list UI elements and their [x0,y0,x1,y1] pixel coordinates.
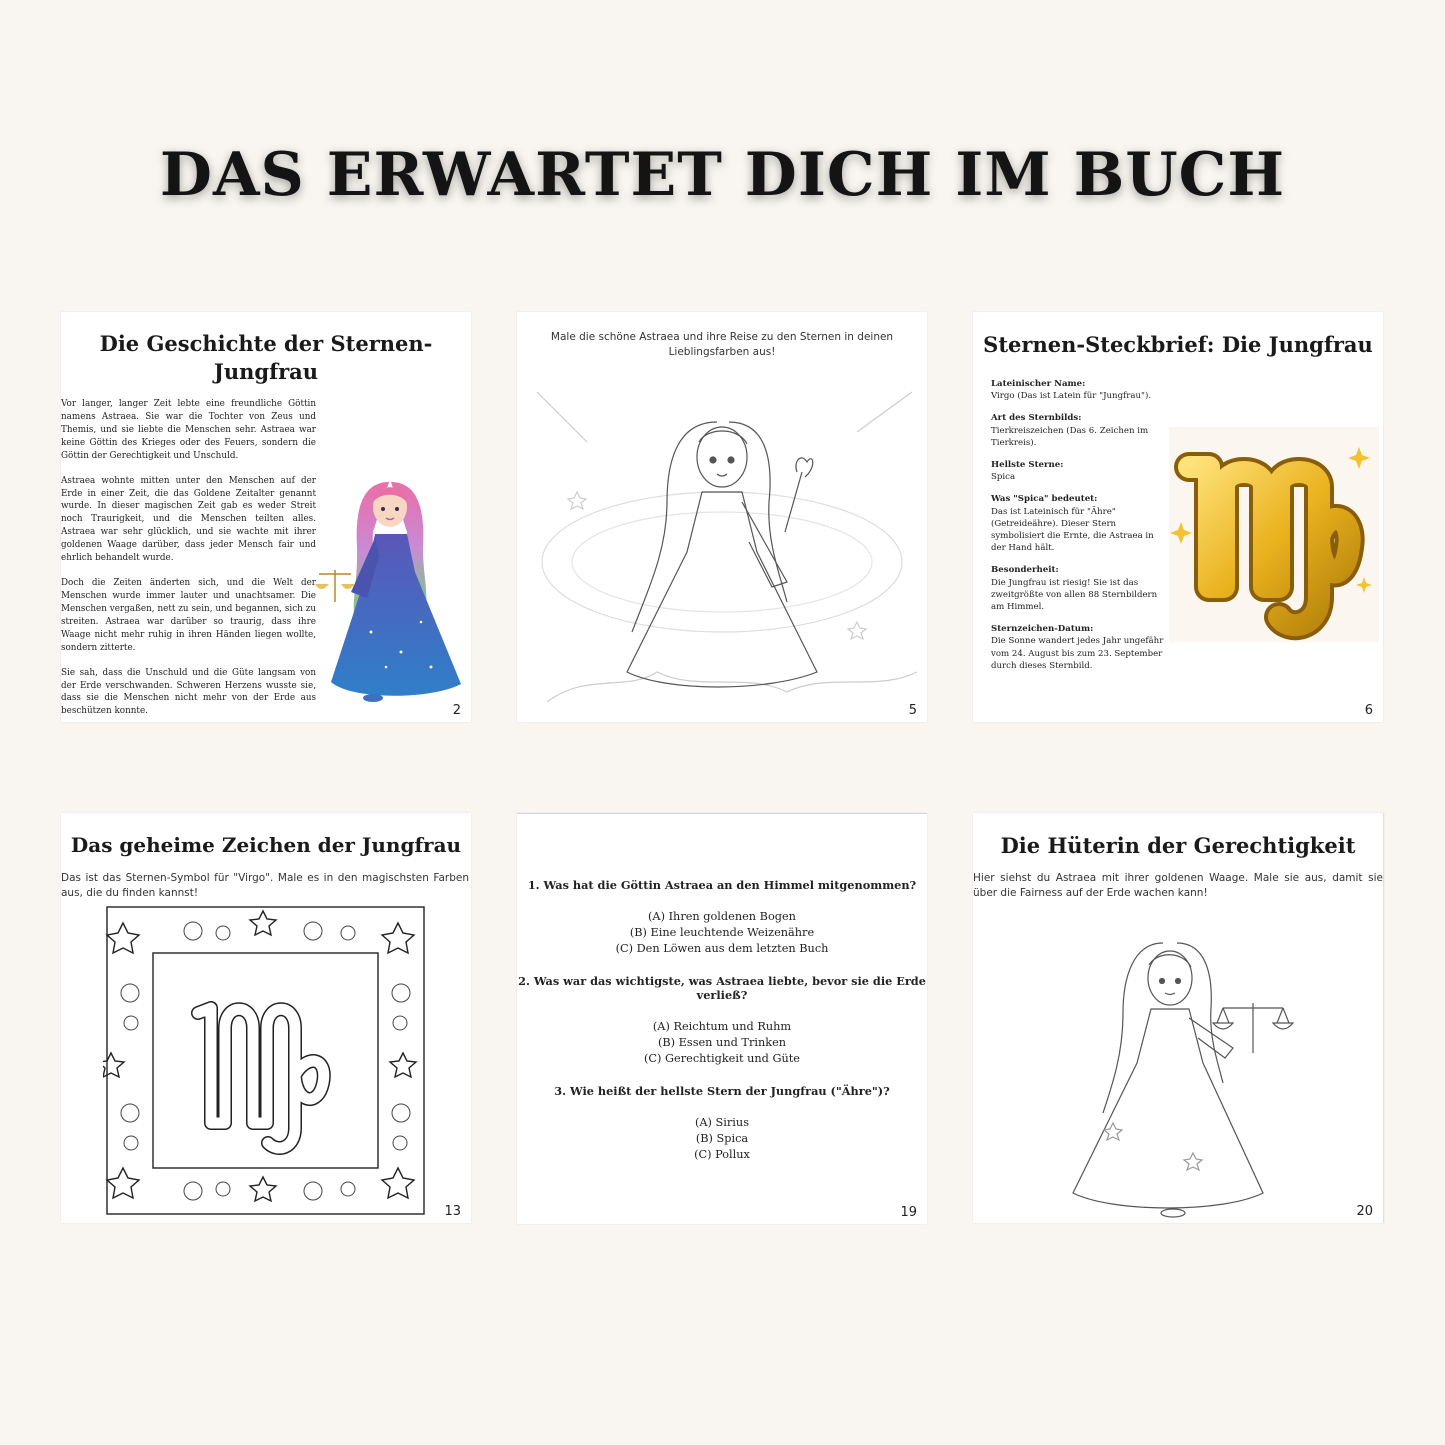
book-page-quiz[interactable] [517,813,927,1224]
guardian-title: Die Hüterin der Gerechtigkeit [1000,833,1356,858]
page-number: 20 [1356,1204,1373,1219]
page-number: 19 [900,1205,917,1220]
quiz-option: (B) Spica [695,1132,749,1146]
book-page-guardian[interactable] [973,813,1384,1223]
quiz-question: 1. Was hat die Göttin Astraea an den Himmel mitgenommen? [527,878,917,892]
page-number: 13 [444,1204,461,1219]
profile-title: Sternen-Steckbrief: Die Jungfrau [983,332,1373,357]
virgo-outline-symbol-icon [103,903,428,1222]
astraea-line-art [517,372,927,722]
book-page-coloring-astraea[interactable] [517,312,927,722]
quiz-option: (B) Essen und Trinken [657,1036,787,1050]
book-page-virgo-sign[interactable] [61,813,471,1223]
story-paragraph: Vor langer, langer Zeit lebte eine freundliche Göttin namens Astraea. Sie war die Tochter von Zeus und Themis, und sie liebte die Menschen sehr. Astraea war keine Göttin des Krieges oder des Feuers, sondern die Göttin der Gerechtigkeit und Unschuld. [61,399,316,461]
quiz-option: (A) Reichtum und Ruhm [652,1020,792,1034]
profile-facts [991,378,1171,682]
fact-item: Lateinischer Name: Virgo (Das ist Latein für "Jungfrau"). [991,379,1152,402]
book-page-story[interactable] [61,312,471,722]
story-paragraph: Doch die Zeiten änderten sich, und die Welt der Menschen wurde immer lauter und unachtsamer. Die Menschen vergaßen, nett zu sein, und begannen, sich zu streiten. Astraea war darüber so traurig, dass ihre Waage nicht mehr ruhig in ihren Händen liegen wollte, sondern zitterte. [61,578,316,653]
page-number: 2 [452,703,461,718]
virgo-gold-symbol-icon [1169,427,1379,646]
sign-title: Das geheime Zeichen der Jungfrau [70,833,462,857]
story-paragraph: Sie sah, dass die Unschuld und die Güte langsam von der Erde verschwanden. Schweren Herzens wusste sie, dass sie die Menschen nicht mehr von der Erde aus beschützen konnte. [61,667,316,717]
quiz-option: (A) Ihren goldenen Bogen [648,910,796,923]
fact-item: Sternzeichen-Datum: Die Sonne wandert jedes Jahr ungefähr vom 24. August bis zum 23. September durch dieses Sternbild. [991,624,1164,671]
quiz-option: (A) Sirius [694,1116,749,1130]
fact-item: Besonderheit: Die Jungfrau ist riesig! Sie ist das zweitgrößte von allen 88 Sternbildern am Himmel. [991,565,1158,613]
quiz-question: 2. Was war das wichtigste, was Astraea liebte, bevor sie die Erde verließ? [518,974,926,1003]
story-paragraph: Astraea wohnte mitten unter den Menschen auf der Erde in einer Zeit, die das Goldene Zeitalter genannt wurde. In dieser magischen Zeit gab es weder Streit noch Traurigkeit, und die Menschen teilten alles. Astraea war sehr glücklich, und sie wachte mit ihrer goldenen Waage darüber, dass jeder Mensch fair und ehrlich behandelt wurde. [61,475,316,564]
guardian-instruction: Hier siehst du Astraea mit ihrer goldenen Waage. Male sie aus, damit sie über die Fairness auf der Erde wachen kann! [973,872,1383,900]
fact-item: Hellste Sterne: Spica [991,460,1064,483]
quiz-option: (C) Gerechtigkeit und Güte [643,1052,800,1066]
astraea-color-illustration [311,452,471,716]
quiz-option: (C) Den Löwen aus dem letzten Buch [615,942,829,956]
book-page-profile[interactable] [973,312,1383,722]
quiz-question: 3. Wie heißt der hellste Stern der Jungfrau ("Ähre")? [554,1084,890,1099]
page-number: 5 [908,703,917,718]
fact-item: Was "Spica" bedeutet: Das ist Lateinisch für "Ähre" (Getreideähre). Dieser Stern symbolisiert die Ernte, die Astraea in der Hand hält. [991,494,1154,554]
quiz [517,878,927,1180]
fact-item: Art des Sternbilds: Tierkreiszeichen (Das 6. Zeichen im Tierkreis). [991,413,1149,448]
page-title: DAS ERWARTET DICH IM BUCH [159,140,1286,210]
astraea-scales-line-art [1053,923,1313,1223]
story-text [61,398,316,722]
coloring-instruction: Male die schöne Astraea und ihre Reise zu den Sternen in deinen Lieblingsfarben aus! [550,331,894,359]
quiz-option: (B) Eine leuchtende Weizenähre [629,926,815,940]
quiz-option: (C) Pollux [694,1148,750,1162]
page-number: 6 [1364,703,1373,718]
sign-instruction: Das ist das Sternen-Symbol für "Virgo". Male es in den magischsten Farben aus, die du finden kannst! [61,872,469,900]
story-title: Die Geschichte der Sternen-Jungfrau [99,331,433,385]
